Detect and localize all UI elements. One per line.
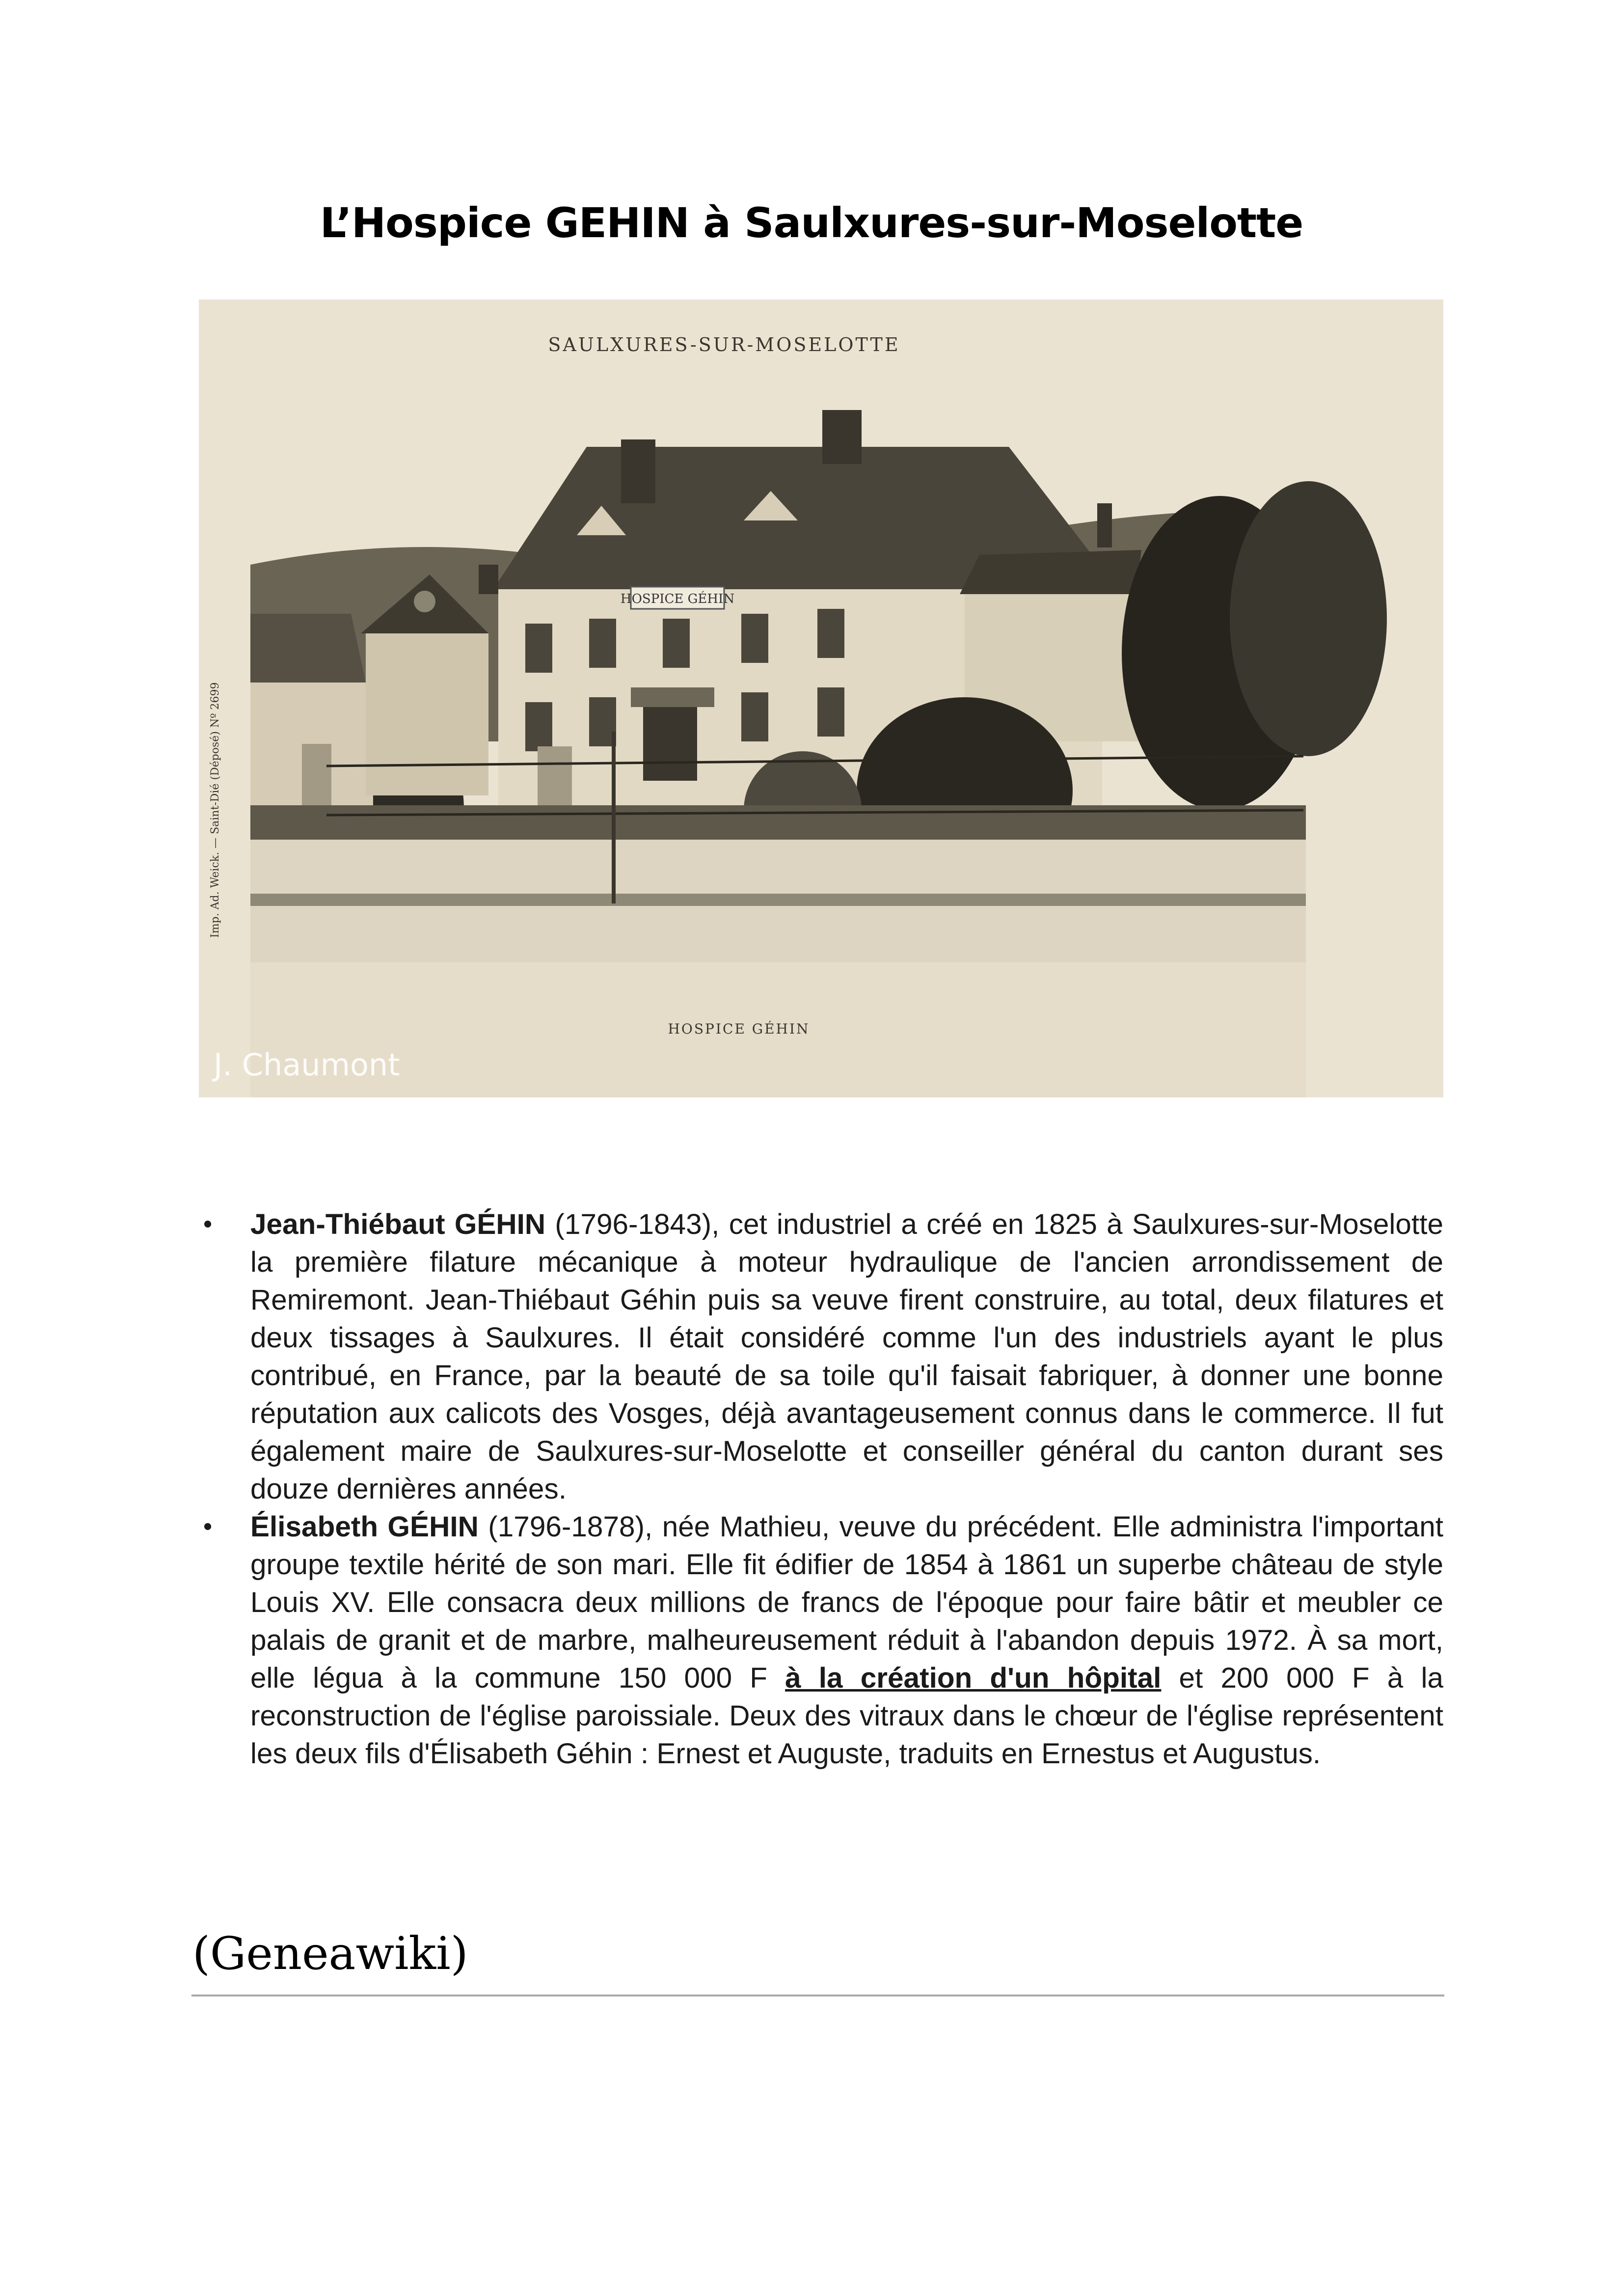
source-citation: (Geneawiki) bbox=[192, 1927, 468, 1980]
hospice-photo bbox=[199, 300, 1443, 1097]
photo-watermark: J. Chaumont bbox=[214, 1047, 400, 1083]
horizontal-divider bbox=[191, 1995, 1444, 1996]
hospital-link[interactable]: à la création d'un hôpital bbox=[785, 1662, 1162, 1694]
list-item bbox=[196, 1205, 1443, 1508]
bullet-icon: • bbox=[203, 1210, 213, 1238]
postcard-printer-text: Imp. Ad. Weick. — Saint-Dié (Déposé) Nº 2699 bbox=[209, 682, 221, 938]
person-name: Jean-Thiébaut GÉHIN bbox=[250, 1208, 546, 1240]
list-item bbox=[196, 1508, 1443, 1773]
bullet-icon: • bbox=[203, 1512, 213, 1541]
bullet-list bbox=[196, 1205, 1443, 1773]
paragraph-text: (1796-1878), née Mathieu, veuve du précédent. Elle administra l'important groupe textile hérité de son mari. Elle fit édifier de 1854 à 1861 un superbe château de style Louis XV. Elle consacra deux millions de francs de l'époque pour faire bâtir et meubler ce palais de granit et de marbre, malheureusement réduit à l'abandon depuis 1972. À sa mort, elle légua à la commune 150 000 F bbox=[250, 1511, 1443, 1694]
person-name: Élisabeth GÉHIN bbox=[250, 1511, 479, 1543]
postcard-caption: HOSPICE GÉHIN bbox=[668, 1021, 810, 1037]
paragraph-text: (1796-1843), cet industriel a créé en 1825 à Saulxures-sur-Moselotte la première filature mécanique à moteur hydraulique de l'ancien arrondissement de Remiremont. Jean-Thiébaut Géhin puis sa veuve firent construire, au total, deux filatures et deux tissages à Saulxures. Il était considéré comme l'un des industriels ayant le plus contribué, en France, par la beauté de sa toile qu'il faisait fabriquer, à donner une bonne réputation aux calicots des Vosges, déjà avantageusement connus dans le commerce. Il fut également maire de Saulxures-sur-Moselotte et conseiller général du canton durant ses douze dernières années. bbox=[250, 1208, 1443, 1505]
postcard-title: SAULXURES-SUR-MOSELOTTE bbox=[548, 334, 900, 355]
page-title: L’Hospice GEHIN à Saulxures-sur-Moselotte bbox=[320, 199, 1303, 247]
paragraph-text: et 200 000 F à la reconstruction de l'église paroissiale. Deux des vitraux dans le chœur de l'église représentent les deux fils d'Élisabeth Géhin : Ernest et Auguste, traduits en Ernestus et Augustus. bbox=[250, 1662, 1443, 1770]
hospice-sign: HOSPICE GÉHIN bbox=[620, 592, 735, 606]
body-text bbox=[196, 1205, 1443, 1773]
